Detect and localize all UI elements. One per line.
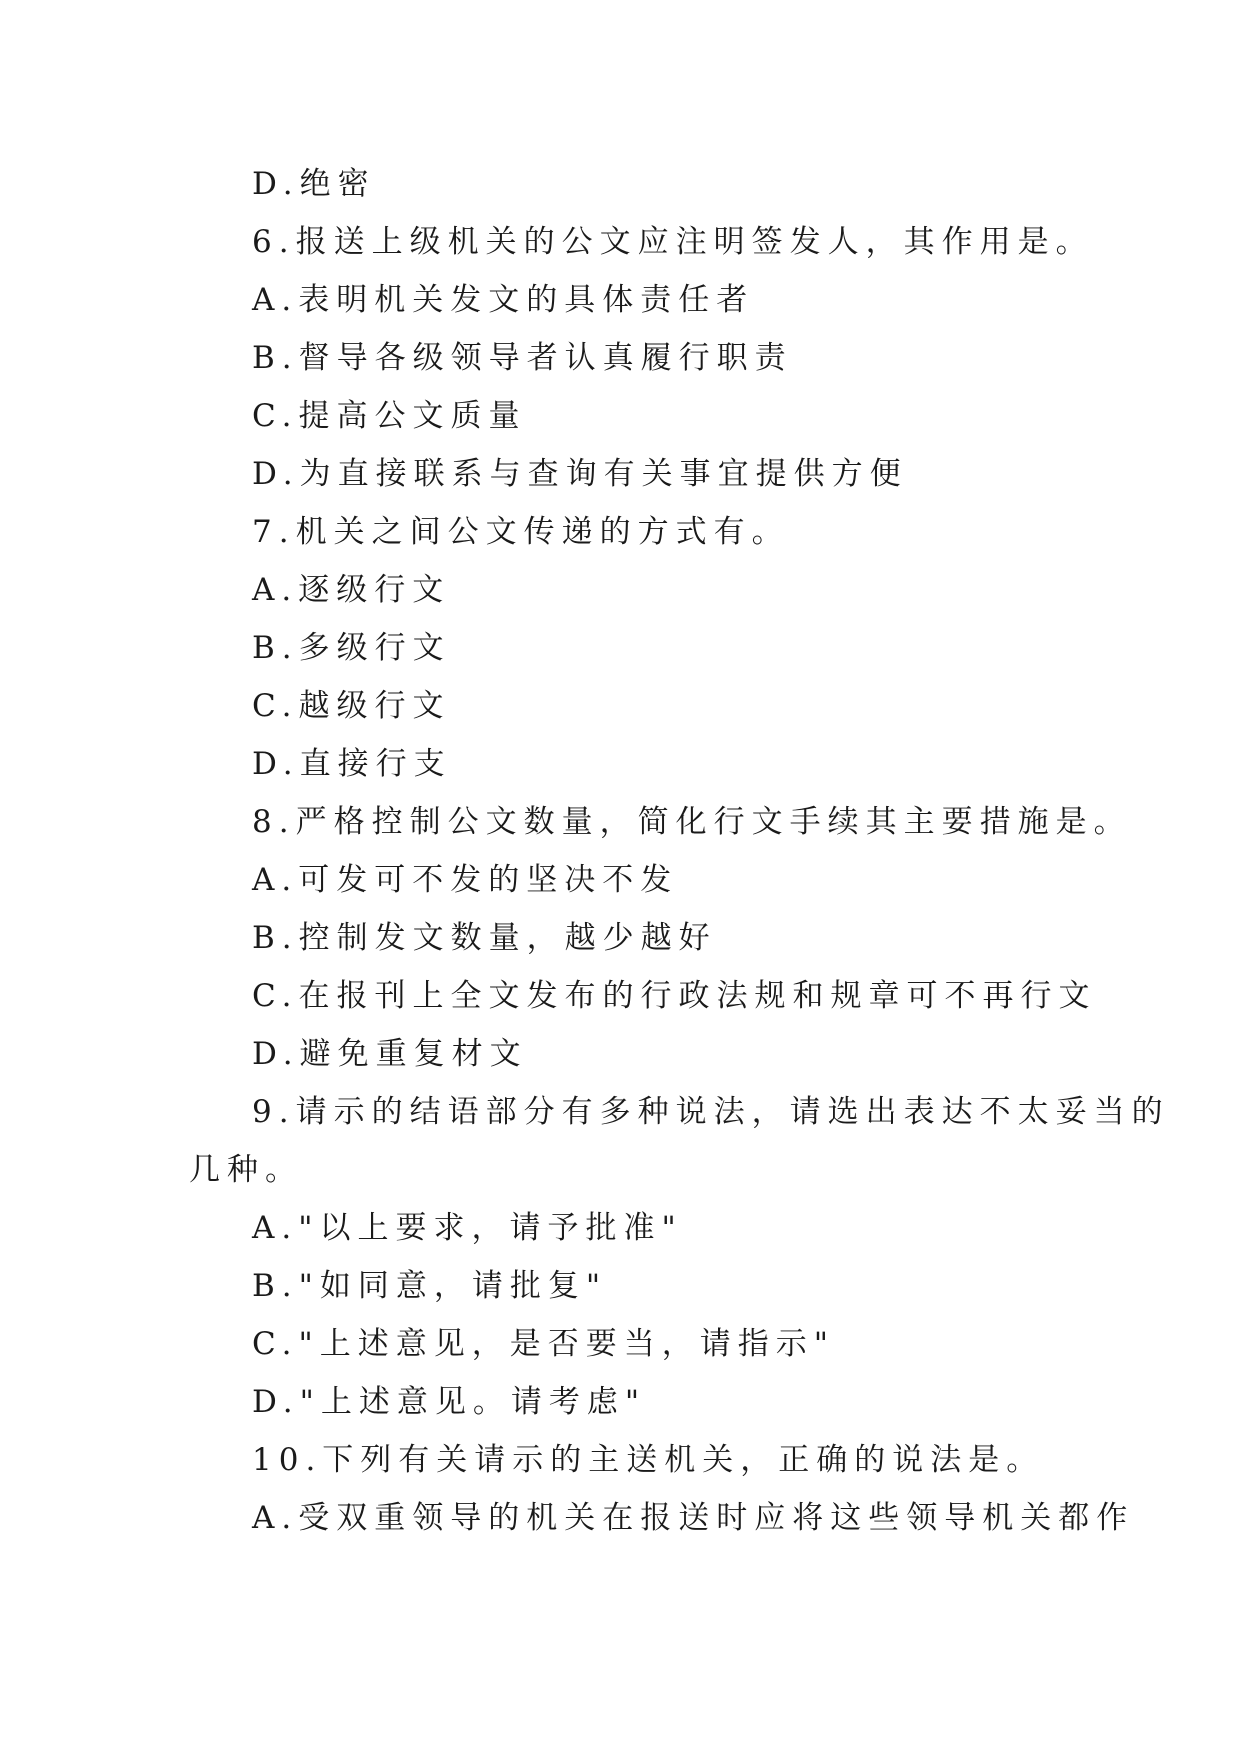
option-line: A."以上要求，请予批准" [252,1210,683,1246]
option-line: D."上述意见。请考虑" [252,1384,647,1420]
option-line: C.提高公文质量 [252,398,527,434]
option-line: A.表明机关发文的具体责任者 [252,282,755,318]
question-line: 7.机关之间公文传递的方式有。 [252,514,790,550]
option-line: D.避免重复材文 [252,1036,528,1072]
option-line: B.控制发文数量，越少越好 [252,920,717,956]
question-line: 10.下列有关请示的主送机关，正确的说法是。 [252,1442,1045,1478]
option-line: A.可发可不发的坚决不发 [252,862,679,898]
option-line: A.受双重领导的机关在报送时应将这些领导机关都作 [252,1500,1135,1536]
option-line: B.督导各级领导者认真履行职责 [252,340,793,376]
question-line: 9.请示的结语部分有多种说法，请选出表达不太妥当的 [252,1094,1170,1130]
option-line: D.直接行支 [252,746,452,782]
option-line: B."如同意，请批复" [252,1268,608,1304]
question-line: 8.严格控制公文数量，简化行文手续其主要措施是。 [252,804,1132,840]
option-line: B.多级行文 [252,630,451,666]
option-line: C."上述意见，是否要当，请指示" [252,1326,835,1362]
question-line-continuation: 几种。 [189,1152,303,1188]
option-line: C.在报刊上全文发布的行政法规和规章可不再行文 [252,978,1097,1014]
option-line: D.绝密 [252,166,376,202]
question-line: 6.报送上级机关的公文应注明签发人，其作用是。 [252,224,1094,260]
option-line: D.为直接联系与查询有关事宜提供方便 [252,456,908,492]
option-line: A.逐级行文 [252,572,451,608]
option-line: C.越级行文 [252,688,451,724]
